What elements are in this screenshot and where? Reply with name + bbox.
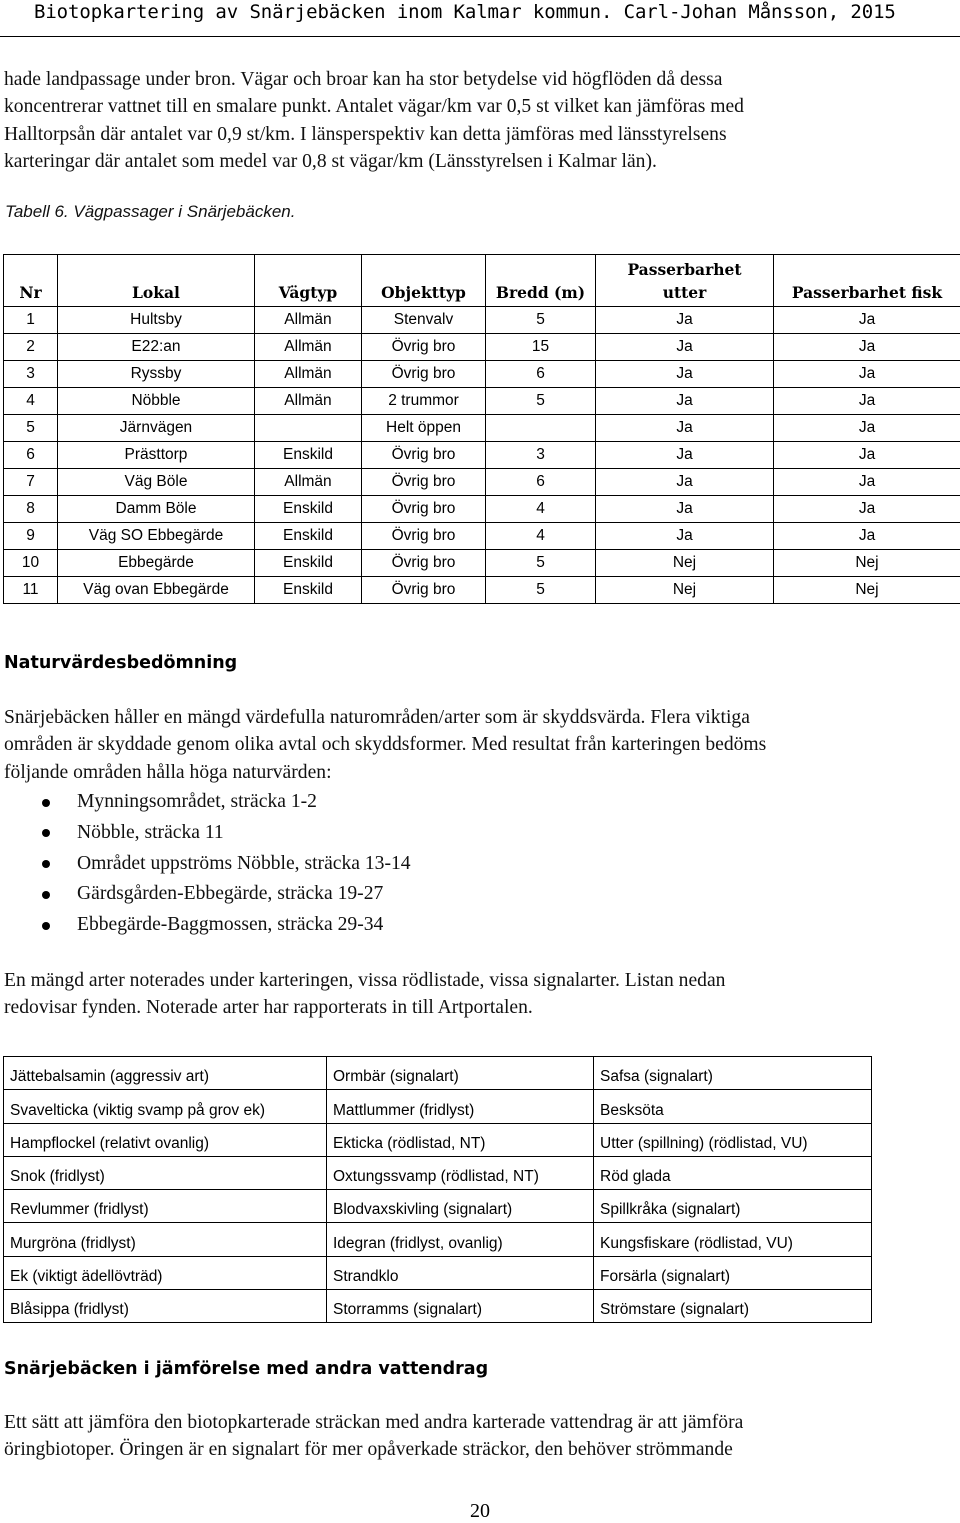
list-item: Området uppströms Nöbble, sträcka 13-14 [0, 849, 411, 880]
species-cell: Ormbär (signalart) [327, 1057, 594, 1090]
table-cell: 5 [486, 550, 596, 577]
species-cell: Utter (spillning) (rödlistad, VU) [594, 1123, 872, 1156]
species-row [4, 1190, 872, 1223]
intro-paragraph [4, 66, 954, 176]
table-cell: 7 [4, 469, 58, 496]
bullet-icon [42, 829, 50, 837]
table-cell: 1 [4, 307, 58, 334]
table-row [4, 523, 960, 550]
col-header: Passerbarhet utter [596, 255, 774, 307]
col-header: Vägtyp [255, 255, 362, 307]
table-cell: 5 [486, 307, 596, 334]
table-cell: Nej [596, 550, 774, 577]
comparison-line: Ett sätt att jämföra den biotopkarterade sträckan med andra karterade vattendrag är att jämföra [4, 1412, 744, 1433]
table-row [4, 496, 960, 523]
species-cell: Svavelticka (viktig svamp på grov ek) [4, 1090, 327, 1123]
table-cell: E22:an [58, 334, 255, 361]
table-row [4, 550, 960, 577]
species-cell: Snok (fridlyst) [4, 1156, 327, 1189]
species-cell: Forsärla (signalart) [594, 1256, 872, 1289]
species-cell: Blåsippa (fridlyst) [4, 1289, 327, 1322]
table-cell: Ryssby [58, 361, 255, 388]
species-cell: Idegran (fridlyst, ovanlig) [327, 1223, 594, 1256]
table-cell: Nej [774, 550, 960, 577]
species-row [4, 1090, 872, 1123]
table-cell: Ebbegärde [58, 550, 255, 577]
species-cell: Ek (viktigt ädellövträd) [4, 1256, 327, 1289]
table-cell: Ja [596, 361, 774, 388]
page-header [0, 0, 960, 40]
table-cell: Enskild [255, 523, 362, 550]
table-cell: Övrig bro [362, 577, 486, 604]
table-cell: Ja [774, 388, 960, 415]
table-cell: Övrig bro [362, 496, 486, 523]
table-row [4, 469, 960, 496]
table-cell: Ja [596, 469, 774, 496]
table-cell: Ja [596, 388, 774, 415]
species-row [4, 1057, 872, 1090]
species-intro-line: redovisar fynden. Noterade arter har rapporterats in till Artportalen. [4, 997, 533, 1019]
table-cell: Järnvägen [58, 415, 255, 442]
table-cell: Ja [596, 415, 774, 442]
list-item: Mynningsområdet, sträcka 1-2 [0, 787, 411, 818]
table-row [4, 388, 960, 415]
table-cell: Nej [596, 577, 774, 604]
table-cell: Nej [774, 577, 960, 604]
table-cell: 5 [4, 415, 58, 442]
table-cell: Allmän [255, 388, 362, 415]
species-row [4, 1289, 872, 1322]
table-cell: Allmän [255, 361, 362, 388]
species-table [3, 1056, 872, 1323]
species-cell: Jättebalsamin (aggressiv art) [4, 1057, 327, 1090]
table-cell: Ja [596, 496, 774, 523]
intro-line: hade landpassage under bron. Vägar och broar kan ha stor betydelse vid högflöden då dessa [4, 69, 723, 90]
table-row [4, 334, 960, 361]
table-cell: Enskild [255, 496, 362, 523]
table-cell: 3 [486, 442, 596, 469]
bullet-icon [42, 891, 50, 899]
table-cell: Ja [774, 361, 960, 388]
list-item: Ebbegärde-Baggmossen, sträcka 29-34 [0, 910, 411, 941]
species-cell: Strandklo [327, 1256, 594, 1289]
table-cell: Ja [774, 415, 960, 442]
species-intro-paragraph [4, 967, 954, 1022]
section-heading-naturvarde: Naturvärdesbedömning [4, 653, 238, 673]
table-header-row [4, 255, 960, 307]
table-cell: Väg Böle [58, 469, 255, 496]
table-row [4, 415, 960, 442]
table-cell: Nöbble [58, 388, 255, 415]
naturvarde-line: områden är skyddade genom olika avtal och skyddsformer. Med resultat från karteringen bedöms [4, 734, 767, 756]
table-cell: Enskild [255, 442, 362, 469]
table-cell: 6 [4, 442, 58, 469]
page-number: 20 [470, 1500, 490, 1522]
table-cell: Övrig bro [362, 550, 486, 577]
table-cell [255, 415, 362, 442]
species-intro-line: En mängd arter noterades under karteringen, vissa rödlistade, vissa signalarter. Listan nedan [4, 970, 726, 991]
table-cell: 11 [4, 577, 58, 604]
table-cell: Hultsby [58, 307, 255, 334]
table-cell: Ja [774, 523, 960, 550]
species-row [4, 1256, 872, 1289]
table-cell: Damm Böle [58, 496, 255, 523]
species-row [4, 1156, 872, 1189]
species-cell: Oxtungssvamp (rödlistad, NT) [327, 1156, 594, 1189]
table-cell: Väg ovan Ebbegärde [58, 577, 255, 604]
table-row [4, 307, 960, 334]
col-header: Objekttyp [362, 255, 486, 307]
table-cell [486, 415, 596, 442]
table-cell: 4 [4, 388, 58, 415]
table-cell: Ja [774, 496, 960, 523]
species-cell: Besksöta [594, 1090, 872, 1123]
species-cell: Blodvaxskivling (signalart) [327, 1190, 594, 1223]
table-cell: 8 [4, 496, 58, 523]
species-cell: Ekticka (rödlistad, NT) [327, 1123, 594, 1156]
table-cell: Ja [596, 523, 774, 550]
header-title: Biotopkartering av Snärjebäcken inom Kalmar kommun. Carl-Johan Månsson, 2015 [34, 1, 896, 23]
table-cell: 2 [4, 334, 58, 361]
table-cell: 5 [486, 388, 596, 415]
col-header: Nr [4, 255, 58, 307]
table-cell: 6 [486, 361, 596, 388]
list-item: Nöbble, sträcka 11 [0, 818, 411, 849]
table-cell: 15 [486, 334, 596, 361]
table-caption: Tabell 6. Vägpassager i Snärjebäcken. [5, 202, 296, 221]
species-cell: Hampflockel (relativt ovanlig) [4, 1123, 327, 1156]
table-cell: 6 [486, 469, 596, 496]
table-cell: Allmän [255, 469, 362, 496]
table-cell: Väg SO Ebbegärde [58, 523, 255, 550]
section-heading-comparison: Snärjebäcken i jämförelse med andra vattendrag [4, 1359, 489, 1379]
table-cell: 4 [486, 496, 596, 523]
table-cell: Ja [774, 442, 960, 469]
table-cell: Enskild [255, 577, 362, 604]
bullet-icon [42, 922, 50, 930]
table-cell: 2 trummor [362, 388, 486, 415]
table-cell: Övrig bro [362, 442, 486, 469]
high-value-areas-list [0, 787, 411, 941]
species-row [4, 1123, 872, 1156]
table-cell: Ja [774, 307, 960, 334]
species-cell: Murgröna (fridlyst) [4, 1223, 327, 1256]
table-cell: Ja [596, 442, 774, 469]
table-cell: 3 [4, 361, 58, 388]
species-cell: Mattlummer (fridlyst) [327, 1090, 594, 1123]
species-cell: Strömstare (signalart) [594, 1289, 872, 1322]
intro-line: koncentrerar vattnet till en smalare punkt. Antalet vägar/km var 0,5 st vilket kan jämföras med [4, 96, 744, 118]
naturvarde-paragraph [4, 704, 954, 786]
table-cell: Enskild [255, 550, 362, 577]
table-cell: Ja [596, 307, 774, 334]
species-cell: Revlummer (fridlyst) [4, 1190, 327, 1223]
table-row [4, 361, 960, 388]
col-header: Bredd (m) [486, 255, 596, 307]
col-header: Lokal [58, 255, 255, 307]
species-cell: Storramms (signalart) [327, 1289, 594, 1322]
comparison-line: öringbiotoper. Öringen är en signalart för mer opåverkade sträckor, den behöver strömmande [4, 1439, 733, 1461]
list-item: Gärdsgården-Ebbegärde, sträcka 19-27 [0, 879, 411, 910]
road-crossings-table [3, 254, 960, 604]
bullet-icon [42, 799, 50, 807]
table-cell: Helt öppen [362, 415, 486, 442]
table-row [4, 442, 960, 469]
table-cell: Övrig bro [362, 361, 486, 388]
naturvarde-line: följande områden hålla höga naturvärden: [4, 761, 332, 783]
species-cell: Kungsfiskare (rödlistad, VU) [594, 1223, 872, 1256]
table-cell: Övrig bro [362, 334, 486, 361]
bullet-icon [42, 860, 50, 868]
table-cell: 4 [486, 523, 596, 550]
table-cell: Övrig bro [362, 469, 486, 496]
table-cell: Prästtorp [58, 442, 255, 469]
intro-line: karteringar där antalet som medel var 0,8 st vägar/km (Länsstyrelsen i Kalmar län). [4, 151, 657, 173]
table-cell: 10 [4, 550, 58, 577]
table-cell: Ja [774, 469, 960, 496]
comparison-paragraph [4, 1409, 954, 1464]
table-cell: 9 [4, 523, 58, 550]
naturvarde-line: Snärjebäcken håller en mängd värdefulla naturområden/arter som är skyddsvärda. Flera viktiga [4, 707, 750, 728]
table-cell: Övrig bro [362, 523, 486, 550]
table-cell: Allmän [255, 307, 362, 334]
species-cell: Spillkråka (signalart) [594, 1190, 872, 1223]
table-cell: Stenvalv [362, 307, 486, 334]
table-cell: Allmän [255, 334, 362, 361]
header-divider [0, 36, 960, 37]
col-header: Passerbarhet fisk [774, 255, 960, 307]
species-cell: Safsa (signalart) [594, 1057, 872, 1090]
intro-line: Halltorpsån där antalet var 0,9 st/km. I länsperspektiv kan detta jämföras med länsstyrelsens [4, 123, 727, 145]
table-row [4, 577, 960, 604]
table-cell: Ja [596, 334, 774, 361]
table-cell: 5 [486, 577, 596, 604]
species-cell: Röd glada [594, 1156, 872, 1189]
species-row [4, 1223, 872, 1256]
table-cell: Ja [774, 334, 960, 361]
